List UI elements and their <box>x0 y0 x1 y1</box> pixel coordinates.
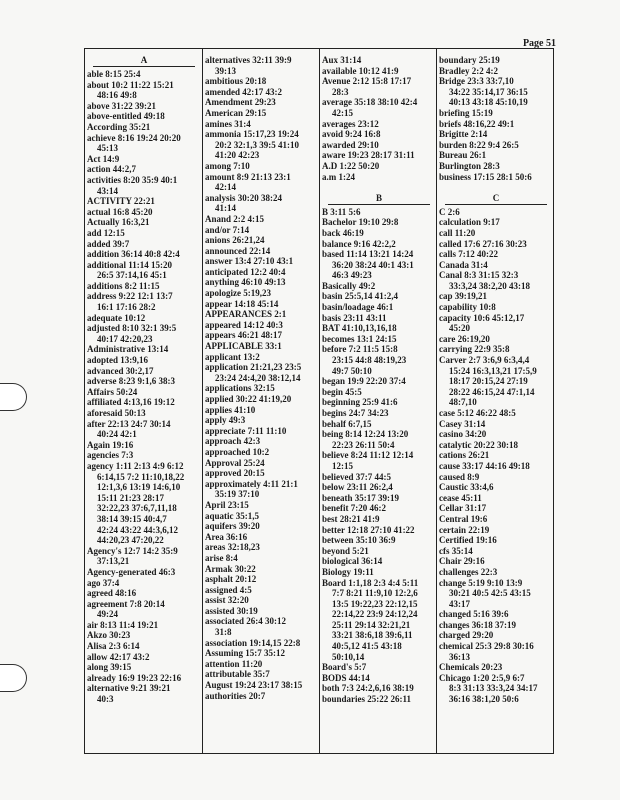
index-entry: Caustic 33:4,6 <box>439 482 494 493</box>
index-entry: Affairs 50:24 <box>87 386 138 397</box>
index-entry: add 12:15 <box>87 227 125 238</box>
index-entry: boundaries 25:22 26:11 <box>322 694 412 705</box>
index-entry-continuation: 28:22 46:15,24 47:1,14 <box>449 386 535 397</box>
index-entry: Cellar 31:17 <box>439 503 487 514</box>
index-entry: appreciate 7:11 11:10 <box>205 425 287 436</box>
index-entry: beyond 5:21 <box>322 545 369 556</box>
index-entry-continuation: 39:13 <box>215 65 236 76</box>
index-entry: cap 39:19,21 <box>439 291 487 302</box>
index-entry: aware 19:23 28:17 31:11 <box>322 150 415 161</box>
index-entry: basin 25:5,14 41:2,4 <box>322 291 399 302</box>
index-entry: better 12:18 27:10 41:22 <box>322 524 415 535</box>
index-entry-continuation: 33:21 38:6,18 39:6,11 <box>332 630 413 641</box>
index-entry-continuation: 15:11 21:23 28:17 <box>97 492 164 503</box>
index-entry: analysis 30:20 38:24 <box>205 192 283 203</box>
index-entry: added 39:7 <box>87 238 130 249</box>
index-entry: C 2:6 <box>439 206 460 217</box>
index-entry: According 35:21 <box>87 121 151 132</box>
index-entry-continuation: 35:19 37:10 <box>215 489 260 500</box>
index-entry: burden 8:22 9:4 26:5 <box>439 139 519 150</box>
index-entry: after 22:13 24:7 30:14 <box>87 418 171 429</box>
section-rule <box>445 204 547 205</box>
index-entry: additional 11:14 15:20 <box>87 259 173 270</box>
index-entry-continuation: 34:22 35:14,17 36:15 <box>449 86 528 97</box>
index-entry: along 39:15 <box>87 662 132 673</box>
index-entry: Basically 49:2 <box>322 280 376 291</box>
index-entry: apply 49:3 <box>205 415 246 426</box>
index-entry: American 29:15 <box>205 107 267 118</box>
index-entry: assisted 30:19 <box>205 605 258 616</box>
section-letter: B <box>375 192 382 203</box>
index-entry: Aux 31:14 <box>322 55 362 65</box>
index-entry: above-entitled 49:18 <box>87 111 165 122</box>
index-entry-continuation: 12:15 <box>332 460 353 471</box>
index-entry: BODS 44:14 <box>322 672 370 683</box>
index-entry: approved 20:15 <box>205 468 265 479</box>
index-entry: Approval 25:24 <box>205 457 265 468</box>
index-entry-continuation: 48:7,10 <box>449 397 477 408</box>
index-entry: catalytic 20:22 30:18 <box>439 439 518 450</box>
index-entry: cease 45:11 <box>439 492 482 503</box>
index-entry: advanced 30:2,17 <box>87 365 154 376</box>
index-entry: APPLICABLE 33:1 <box>205 341 282 352</box>
index-entry: actual 16:8 45:20 <box>87 206 153 217</box>
index-entry-continuation: 42:14 <box>215 182 236 193</box>
index-entry: August 19:24 23:17 38:15 <box>205 680 303 691</box>
index-entry: Bradley 2:2 4:2 <box>439 65 498 76</box>
index-entry: approximately 4:11 21:1 <box>205 478 298 489</box>
index-entry: changes 36:18 37:19 <box>439 619 516 630</box>
index-entry-continuation: 18:17 20:15,24 27:19 <box>449 376 528 387</box>
index-entry-continuation: 32:22,23 37:6,7,11,18 <box>97 503 177 514</box>
index-entry: cations 26:21 <box>439 450 490 461</box>
index-entry-continuation: 26:5 37:14,16 45:1 <box>97 270 167 281</box>
index-entry: Assuming 15:7 35:12 <box>205 648 286 659</box>
index-entry: Certified 19:16 <box>439 535 497 546</box>
index-entry: behalf 6:7,15 <box>322 418 372 429</box>
index-entry: approached 10:2 <box>205 446 270 457</box>
index-entry: agreed 48:16 <box>87 588 137 599</box>
index-entry-continuation: 22:14,22 23:9 24:12,24 <box>332 609 418 620</box>
index-entry: BAT 41:10,13,16,18 <box>322 323 397 334</box>
index-entry: below 23:11 26:2,4 <box>322 482 393 493</box>
index-entry: care 26:19,20 <box>439 333 490 344</box>
index-entry: basin/loadage 46:1 <box>322 302 394 313</box>
index-entry: arise 8:4 <box>205 552 238 563</box>
index-entry: attributable 35:7 <box>205 669 270 680</box>
index-entry: Board 1:1,18 2:3 4:4 5:11 <box>322 577 419 588</box>
index-entry-continuation: 8:3 31:13 33:3,24 34:17 <box>449 683 538 694</box>
index-entry: believe 8:24 11:12 12:14 <box>322 450 414 461</box>
index-entry: amines 31:4 <box>205 118 251 129</box>
index-entry: Bridge 23:3 33:7,10 <box>439 76 514 87</box>
index-entry-continuation: 20:2 32:1,3 39:5 41:10 <box>215 139 299 150</box>
index-entry: back 46:19 <box>322 227 364 238</box>
index-entry: Board's 5:7 <box>322 662 367 673</box>
column-divider <box>202 49 203 753</box>
index-entry: aquifers 39:20 <box>205 521 260 532</box>
binder-hole <box>0 664 27 692</box>
index-entry: attention 11:20 <box>205 658 263 669</box>
section-rule <box>93 66 195 67</box>
index-entry: Central 19:6 <box>439 513 488 524</box>
index-entry: ACTIVITY 22:21 <box>87 196 155 207</box>
index-entry: Casey 31:14 <box>439 418 486 429</box>
index-entry: calls 7:12 40:22 <box>439 249 498 260</box>
index-entry: associated 26:4 30:12 <box>205 616 286 627</box>
column-divider <box>436 49 437 753</box>
index-entry: action 44:2,7 <box>87 164 136 175</box>
index-entry: Again 19:16 <box>87 439 134 450</box>
index-entry-continuation: 38:14 39:15 40:4,7 <box>97 513 167 524</box>
index-entry: areas 32:18,23 <box>205 542 260 553</box>
index-entry: Anand 2:2 4:15 <box>205 213 265 224</box>
index-entry-continuation: 30:21 40:5 42:5 43:15 <box>449 588 531 599</box>
index-entry: Agency-generated 46:3 <box>87 566 176 577</box>
index-entry: avoid 9:24 16:8 <box>322 129 381 140</box>
index-entry: anticipated 12:2 40:4 <box>205 266 286 277</box>
index-entry: and/or 7:14 <box>205 224 250 235</box>
index-entry: application 21:21,23 23:5 <box>205 362 302 373</box>
index-entry: call 11:20 <box>439 227 476 238</box>
index-entry: began 19:9 22:20 37:4 <box>322 376 406 387</box>
index-entry: Canal 8:3 31:15 32:3 <box>439 270 519 281</box>
index-entry: appeared 14:12 40:3 <box>205 319 283 330</box>
spacer <box>322 182 436 193</box>
index-entry: Canada 31:4 <box>439 259 488 270</box>
index-entry: amount 8:9 21:13 23:1 <box>205 171 291 182</box>
index-entry: additions 8:2 11:15 <box>87 280 160 291</box>
index-entry-continuation: 28:3 <box>332 86 349 97</box>
index-entry: alternatives 32:11 39:9 <box>205 55 292 65</box>
index-table <box>84 48 554 754</box>
index-entry: Alisa 2:3 6:14 <box>87 641 140 652</box>
index-entry-continuation: 36:20 38:24 40:1 43:1 <box>332 259 414 270</box>
index-entry-continuation: 40:13 43:18 45:10,19 <box>449 97 528 108</box>
index-entry: Akzo 30:23 <box>87 630 131 641</box>
index-entry-continuation: 13:5 19:22,23 22:12,15 <box>332 598 418 609</box>
index-entry-continuation: 45:20 <box>449 323 470 334</box>
column-divider <box>319 49 320 753</box>
index-entry: benefit 7:20 46:2 <box>322 503 386 514</box>
index-entry-continuation: 44:20,23 47:20,22 <box>97 535 164 546</box>
index-entry: challenges 22:3 <box>439 566 498 577</box>
index-entry-continuation: 43:14 <box>97 185 118 196</box>
index-entry: amended 42:17 43:2 <box>205 86 282 97</box>
index-entry-continuation: 40:17 42:20,23 <box>97 333 153 344</box>
index-entry: Burlington 28:3 <box>439 160 500 171</box>
index-entry-continuation: 7:7 8:21 11:9,10 12:2,6 <box>332 588 418 599</box>
index-entry: business 17:15 28:1 50:6 <box>439 171 532 182</box>
index-entry: begins 24:7 34:23 <box>322 408 389 418</box>
index-entry: above 31:22 39:21 <box>87 100 156 111</box>
index-entry: biological 36:14 <box>322 556 383 567</box>
index-entry-continuation: 46:3 49:23 <box>332 270 372 281</box>
index-entry-continuation: 50:10,14 <box>332 651 365 662</box>
index-entry: asphalt 20:12 <box>205 574 257 585</box>
index-entry: Bachelor 19:10 29:8 <box>322 217 399 228</box>
index-entry-continuation: 40:5,12 41:5 43:18 <box>332 641 402 652</box>
index-entry: ago 37:4 <box>87 577 120 588</box>
index-entry: briefs 48:16,22 49:1 <box>439 118 515 129</box>
index-entry: about 10:2 11:22 15:21 <box>87 79 174 90</box>
index-entry: adverse 8:23 9:1,6 38:3 <box>87 376 175 387</box>
index-entry: called 17:6 27:16 30:23 <box>439 238 527 249</box>
index-entry: averages 23:12 <box>322 118 379 129</box>
index-entry: affiliated 4:13,16 19:12 <box>87 397 175 408</box>
index-entry: based 11:14 13:21 14:24 <box>322 249 414 260</box>
index-entry: case 5:12 46:22 48:5 <box>439 408 516 418</box>
index-entry: authorities 20:7 <box>205 690 266 701</box>
index-entry-continuation: 6:14,15 7:2 11:10,18,22 <box>97 471 185 482</box>
index-entry: adopted 13:9,16 <box>87 355 149 366</box>
index-entry: addition 36:14 40:8 42:4 <box>87 249 180 260</box>
index-entry-continuation: 36:16 38:1,20 50:6 <box>449 694 519 705</box>
index-entry: able 8:15 25:4 <box>87 69 141 79</box>
index-entry: briefing 15:19 <box>439 107 493 118</box>
index-entry: Chemicals 20:23 <box>439 662 503 673</box>
index-entry: association 19:14,15 22:8 <box>205 637 301 648</box>
index-entry-continuation: 16:1 17:16 28:2 <box>97 302 156 313</box>
index-entry: appear 14:18 45:14 <box>205 298 279 309</box>
index-entry-continuation: 15:24 16:3,13,21 17:5,9 <box>449 365 537 376</box>
index-entry: anything 46:10 49:13 <box>205 277 286 288</box>
section-rule <box>328 204 430 205</box>
index-entry: Act 14:9 <box>87 153 120 164</box>
index-entry: Avenue 2:12 15:8 17:17 <box>322 76 412 87</box>
index-column-1 <box>87 55 201 705</box>
index-entry: anions 26:21,24 <box>205 235 265 246</box>
index-entry: change 5:19 9:10 13:9 <box>439 577 523 588</box>
index-entry: caused 8:9 <box>439 471 480 482</box>
index-entry-continuation: 23:24 24:4,20 38:12,14 <box>215 372 301 383</box>
index-entry: agencies 7:3 <box>87 450 134 461</box>
index-entry: announced 22:14 <box>205 245 271 256</box>
index-entry: Amendment 29:23 <box>205 97 276 108</box>
index-entry: capacity 10:6 45:12,17 <box>439 312 525 323</box>
index-entry: applied 30:22 41:19,20 <box>205 394 292 404</box>
index-entry: address 9:22 12:1 13:7 <box>87 291 173 302</box>
index-entry: Armak 30:22 <box>205 563 256 574</box>
index-entry: charged 29:20 <box>439 630 494 641</box>
index-entry: between 35:10 36:9 <box>322 535 396 546</box>
index-entry: Chicago 1:20 2:5,9 6:7 <box>439 672 525 683</box>
index-entry: alternative 9:21 39:21 <box>87 683 171 694</box>
index-entry-continuation: 37:13,21 <box>97 556 130 567</box>
index-entry: basis 23:11 43:11 <box>322 312 387 323</box>
index-entry-continuation: 33:3,24 38:2,20 43:18 <box>449 280 530 291</box>
index-entry: beneath 35:17 39:19 <box>322 492 399 503</box>
index-entry: Bureau 26:1 <box>439 150 487 161</box>
index-entry: balance 9:16 42:2,2 <box>322 238 396 249</box>
index-entry: capability 10:8 <box>439 302 496 313</box>
index-entry-continuation: 25:11 29:14 32:21,21 <box>332 619 411 630</box>
index-entry: Area 36:16 <box>205 531 248 542</box>
index-entry: ammonia 15:17,23 19:24 <box>205 129 299 140</box>
index-entry: applicant 13:2 <box>205 351 260 362</box>
index-entry-continuation: 45:13 <box>97 143 118 154</box>
index-entry-continuation: 12:1,3,6 13:19 14:6,10 <box>97 482 181 493</box>
index-entry: achieve 8:16 19:24 20:20 <box>87 132 181 143</box>
index-entry: adjusted 8:10 32:1 39:5 <box>87 323 177 334</box>
index-entry: chemical 25:3 29:8 30:16 <box>439 641 534 652</box>
index-entry: carrying 22:9 35:8 <box>439 344 510 355</box>
index-column-3 <box>322 55 436 705</box>
index-entry-continuation: 41:14 <box>215 203 236 214</box>
spacer <box>439 182 553 193</box>
index-entry: before 7:2 11:5 15:8 <box>322 344 398 355</box>
index-entry: Carver 2:7 3:6,9 6:3,4,4 <box>439 355 530 366</box>
index-entry: calculation 9:17 <box>439 217 500 228</box>
index-entry: available 10:12 41:9 <box>322 65 399 76</box>
index-entry-continuation: 31:8 <box>215 627 232 638</box>
index-entry: allow 42:17 43:2 <box>87 651 150 662</box>
index-column-4 <box>439 55 553 705</box>
index-entry: activities 8:20 35:9 40:1 <box>87 174 178 185</box>
index-entry: Brigitte 2:14 <box>439 129 488 140</box>
index-entry-continuation: 49:24 <box>97 609 118 620</box>
index-entry: adequate 10:12 <box>87 312 146 323</box>
index-entry-continuation: 42:15 <box>332 107 353 118</box>
index-entry: awarded 29:10 <box>322 139 379 150</box>
index-entry: certain 22:19 <box>439 524 490 535</box>
index-entry: B 3:11 5:6 <box>322 206 361 217</box>
index-entry: among 7:10 <box>205 160 250 171</box>
index-entry: believed 37:7 44:5 <box>322 471 391 482</box>
index-entry: cfs 35:14 <box>439 545 473 556</box>
index-entry: becomes 13:1 24:15 <box>322 333 397 344</box>
section-letter: A <box>140 55 148 65</box>
index-entry: a.m 1:24 <box>322 171 355 182</box>
index-entry: Actually 16:3,21 <box>87 217 150 228</box>
index-entry: apologize 5:19,23 <box>205 288 271 299</box>
index-entry: April 23:15 <box>205 499 249 510</box>
index-entry: casino 34:20 <box>439 429 487 440</box>
index-entry: agreement 7:8 20:14 <box>87 598 165 609</box>
index-column-2 <box>205 55 319 701</box>
index-entry: applications 32:15 <box>205 383 275 394</box>
binder-hole <box>0 383 27 411</box>
index-entry: APPEARANCES 2:1 <box>205 309 287 320</box>
index-entry: boundary 25:19 <box>439 55 500 65</box>
index-entry: aquatic 35:1,5 <box>205 510 259 521</box>
index-entry: applies 41:10 <box>205 404 256 415</box>
index-entry: already 16:9 19:23 22:16 <box>87 672 182 683</box>
index-entry: cause 33:17 44:16 49:18 <box>439 460 530 471</box>
index-entry: aforesaid 50:13 <box>87 408 146 418</box>
index-entry: begin 45:5 <box>322 386 362 397</box>
section-letter: C <box>492 192 500 203</box>
index-entry-continuation: 41:20 42:23 <box>215 150 260 161</box>
index-entry-continuation: 42:24 43:22 44:3,6,12 <box>97 524 178 535</box>
index-entry-continuation: 48:16 49:8 <box>97 90 137 101</box>
index-entry-continuation: 43:17 <box>449 598 470 609</box>
index-entry: both 7:3 24:2,6,16 38:19 <box>322 683 414 694</box>
index-entry: being 8:14 12:24 13:20 <box>322 429 409 440</box>
index-entry-continuation: 40:3 <box>97 694 114 705</box>
index-entry: changed 5:16 39:6 <box>439 609 509 620</box>
index-entry-continuation: 23:15 44:8 48:19,23 <box>332 355 407 366</box>
index-entry-continuation: 22:23 26:11 50:4 <box>332 439 395 450</box>
index-entry: air 8:13 11:4 19:21 <box>87 619 159 630</box>
index-entry-continuation: 49:7 50:10 <box>332 365 372 376</box>
index-entry: Chair 29:16 <box>439 556 485 567</box>
index-entry: Administrative 13:14 <box>87 344 169 355</box>
index-entry: Biology 19:11 <box>322 566 374 577</box>
page-number: Page 51 <box>522 38 556 49</box>
index-entry: assigned 4:5 <box>205 584 252 595</box>
index-entry-continuation: 40:24 42:1 <box>97 429 137 440</box>
index-entry: best 28:21 41:9 <box>322 513 380 524</box>
index-entry: assist 32:20 <box>205 595 249 606</box>
index-entry: average 35:18 38:10 42:4 <box>322 97 418 108</box>
index-entry: approach 42:3 <box>205 436 261 447</box>
index-entry: agency 1:11 2:13 4:9 6:12 <box>87 460 184 471</box>
index-entry: Agency's 12:7 14:2 35:9 <box>87 545 178 556</box>
index-entry: answer 13:4 27:10 43:1 <box>205 256 294 267</box>
index-entry: A.D 1:22 50:20 <box>322 160 380 171</box>
index-entry: beginning 25:9 41:6 <box>322 397 398 408</box>
index-entry-continuation: 36:13 <box>449 651 470 662</box>
index-entry: appears 46:21 48:17 <box>205 330 282 341</box>
index-entry: ambitious 20:18 <box>205 76 267 87</box>
